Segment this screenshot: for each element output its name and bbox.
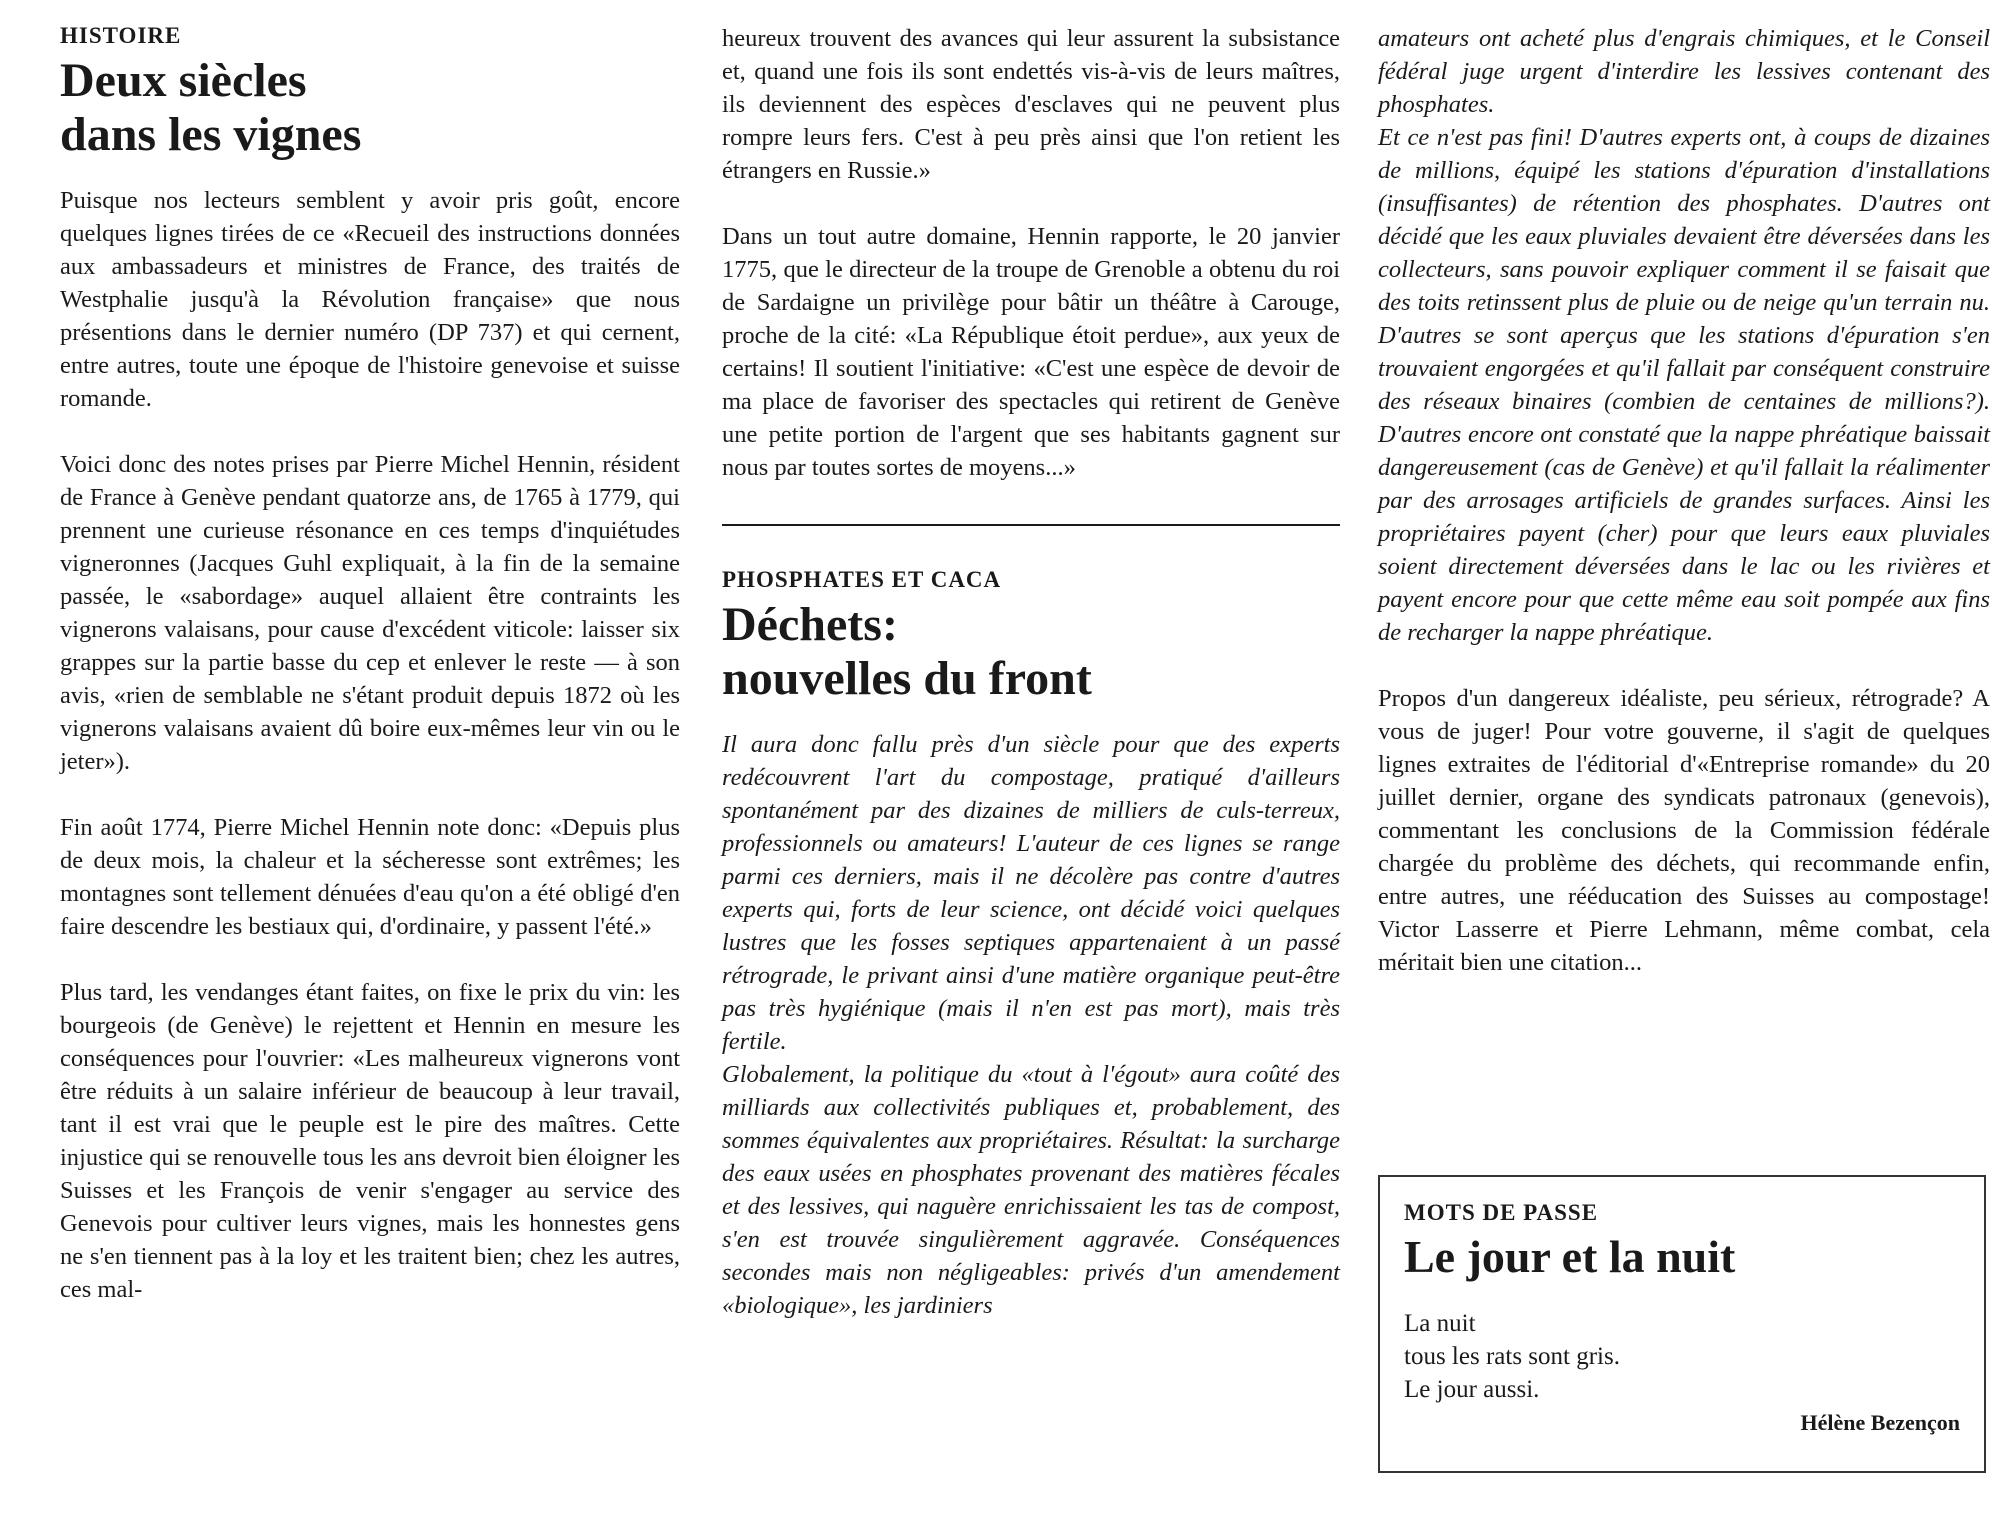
- italic-paragraph: Et ce n'est pas fini! D'autres experts ont, à coups de dizaines de millions, équipé les stations d'épuration d'installations (insuffisantes) de rétention des phosphates. D'autres ont décidé que les eaux pluviales devaient être déversées dans les collecteurs, sans pouvoir expliquer comment il se faisait que des toits retinssent plus de pluie ou de neige qu'un terrain nu. D'autres se sont aperçus que les stations d'épuration s'en trouvaient engorgées et qu'il fallait par conséquent construire des réseaux binaires (combien de centaines de millions?). D'autres encore ont constaté que la nappe phréatique baissait dangereusement (cas de Genève) et qu'il fallait la réalimenter par des arrosages artificiels de grandes surfaces. Ainsi les propriétaires payent (cher) pour que leurs eaux pluviales soient directement déversées dans le lac ou les rivières et payent encore pour que cette même eau soit pompée aux fins de recharger la nappe phréatique.: [1378, 124, 1990, 646]
- box-title: Le jour et la nuit: [1404, 1230, 1736, 1282]
- article-title: [722, 598, 1340, 706]
- poem-line: Le jour aussi.: [1404, 1375, 1540, 1403]
- poem-box: [1378, 1175, 1986, 1473]
- paragraph: Voici donc des notes prises par Pierre Michel Hennin, résident de France à Genève pendant quatorze ans, de 1765 à 1779, qui prennent une curieuse résonance en ces temps d'inquiétudes vigneronnes (Jacques Guhl expliquait, à la fin de la semaine passée, le «sabordage» auquel allaient être contraints les vignerons valaisans, pour cause d'excédent viticole: laisser six grappes sur la partie basse du cep et enlever le reste — à son avis, «rien de semblable ne s'étant produit depuis 1872 où les vignerons valaisans avaient dû boire eux-mêmes leur vin ou le jeter»).: [60, 451, 680, 776]
- italic-paragraph: amateurs ont acheté plus d'engrais chimiques, et le Conseil fédéral juge urgent d'interdire les lessives contenant des phosphates.: [1378, 25, 1990, 118]
- paragraph: Puisque nos lecteurs semblent y avoir pris goût, encore quelques lignes tirées de ce «Recueil des instructions données aux ambassadeurs et ministres de France, des traités de Westphalie jusqu'à la Révolution française» que nous présentions dans le dernier numéro (DP 737) et qui cernent, entre autres, toute une époque de l'histoire genevoise et suisse romande.: [60, 187, 680, 413]
- box-kicker: MOTS DE PASSE: [1404, 1200, 1599, 1225]
- column-2: [722, 22, 1340, 1322]
- poem-author: Hélène Bezençon: [1800, 1409, 1960, 1435]
- column-3: [1378, 22, 1990, 1012]
- italic-paragraph: Globalement, la politique du «tout à l'égout» aura coûté des milliards aux collectivités publiques et, probablement, des sommes équivalentes aux propriétaires. Résultat: la surcharge des eaux usées en phosphates provenant des matières fécales et des lessives, qui naguère enrichissaient les tas de compost, s'en est trouvée singulièrement aggravée. Conséquences secondes mais non négligeables: privés d'un amendement «biologique», les jardiniers: [722, 1061, 1340, 1320]
- title-line: dans les vignes: [60, 107, 362, 161]
- article-title: [60, 54, 680, 162]
- column-1: [60, 22, 680, 1339]
- poem-line: tous les rats sont gris.: [1404, 1342, 1620, 1370]
- title-line: Déchets:: [722, 597, 898, 651]
- article-kicker: PHOSPHATES ET CACA: [722, 567, 1002, 592]
- article-kicker: HISTOIRE: [60, 23, 182, 48]
- title-line: Deux siècles: [60, 53, 307, 107]
- paragraph: Dans un tout autre domaine, Hennin rapporte, le 20 janvier 1775, que le directeur de la troupe de Grenoble a obtenu du roi de Sardaigne un privilège pour bâtir un théâtre à Carouge, proche de la cité: «La République étoit perdue», aux yeux de certains! Il soutient l'initiative: «C'est une espèce de devoir de ma place de favoriser des spectacles qui retirent de Genève une petite portion de l'argent que ses habitants gagnent sur nous par toutes sortes de moyens...»: [722, 223, 1340, 481]
- paragraph: Propos d'un dangereux idéaliste, peu sérieux, rétrograde? A vous de juger! Pour votre gouverne, il s'agit de quelques lignes extraites de l'éditorial d'«Entreprise romande» du 20 juillet dernier, organe des syndicats patronaux (genevois), commentant les conclusions de la Commission fédérale chargée du problème des déchets, qui recommande enfin, entre autres, une rééducation des Suisses au compostage! Victor Lasserre et Pierre Lehmann, même combat, cela méritait bien une citation...: [1378, 685, 1990, 976]
- paragraph: Fin août 1774, Pierre Michel Hennin note donc: «Depuis plus de deux mois, la chaleur et la sécheresse sont extrêmes; les montagnes sont tellement dénuées d'eau qu'on a été obligé d'en faire descendre les bestiaux qui, d'ordinaire, y passent l'été.»: [60, 814, 680, 941]
- paragraph: Plus tard, les vendanges étant faites, on fixe le prix du vin: les bourgeois (de Genève) le rejettent et Hennin en mesure les conséquences pour l'ouvrier: «Les malheureux vignerons vont être réduits à un salaire inférieur de beaucoup à leur travail, tant il est vrai que le peuple est le pire des maîtres. Cette injustice qui se renouvelle tous les ans devroit bien éloigner les Suisses et les François de venir s'engager au service des Genevois pour cultiver leurs vignes, mais les honnestes gens ne s'en tiennent pas à la loy et les traitent bien; chez les autres, ces mal-: [60, 979, 680, 1304]
- paragraph: heureux trouvent des avances qui leur assurent la subsistance et, quand une fois ils sont endettés vis-à-vis de leurs maîtres, ils deviennent des espèces d'esclaves qui ne peuvent plus rompre leurs fers. C'est à peu près ainsi que l'on retient les étrangers en Russie.»: [722, 25, 1340, 184]
- title-line: nouvelles du front: [722, 651, 1092, 705]
- italic-paragraph: Il aura donc fallu près d'un siècle pour que des experts redécouvrent l'art du compostage, pratiqué d'ailleurs spontanément par des dizaines de milliers de culs-terreux, professionnels ou amateurs! L'auteur de ces lignes se range parmi ces derniers, mais il ne décolère pas contre d'autres experts qui, forts de leur science, ont décidé voici quelques lustres que les fosses septiques appartenaient à un passé rétrograde, le privant ainsi d'une matière organique peut-être pas très hygiénique (mais il n'en est pas mort), mais très fertile.: [722, 731, 1340, 1056]
- poem-line: La nuit: [1404, 1309, 1476, 1337]
- section-divider: [722, 524, 1340, 526]
